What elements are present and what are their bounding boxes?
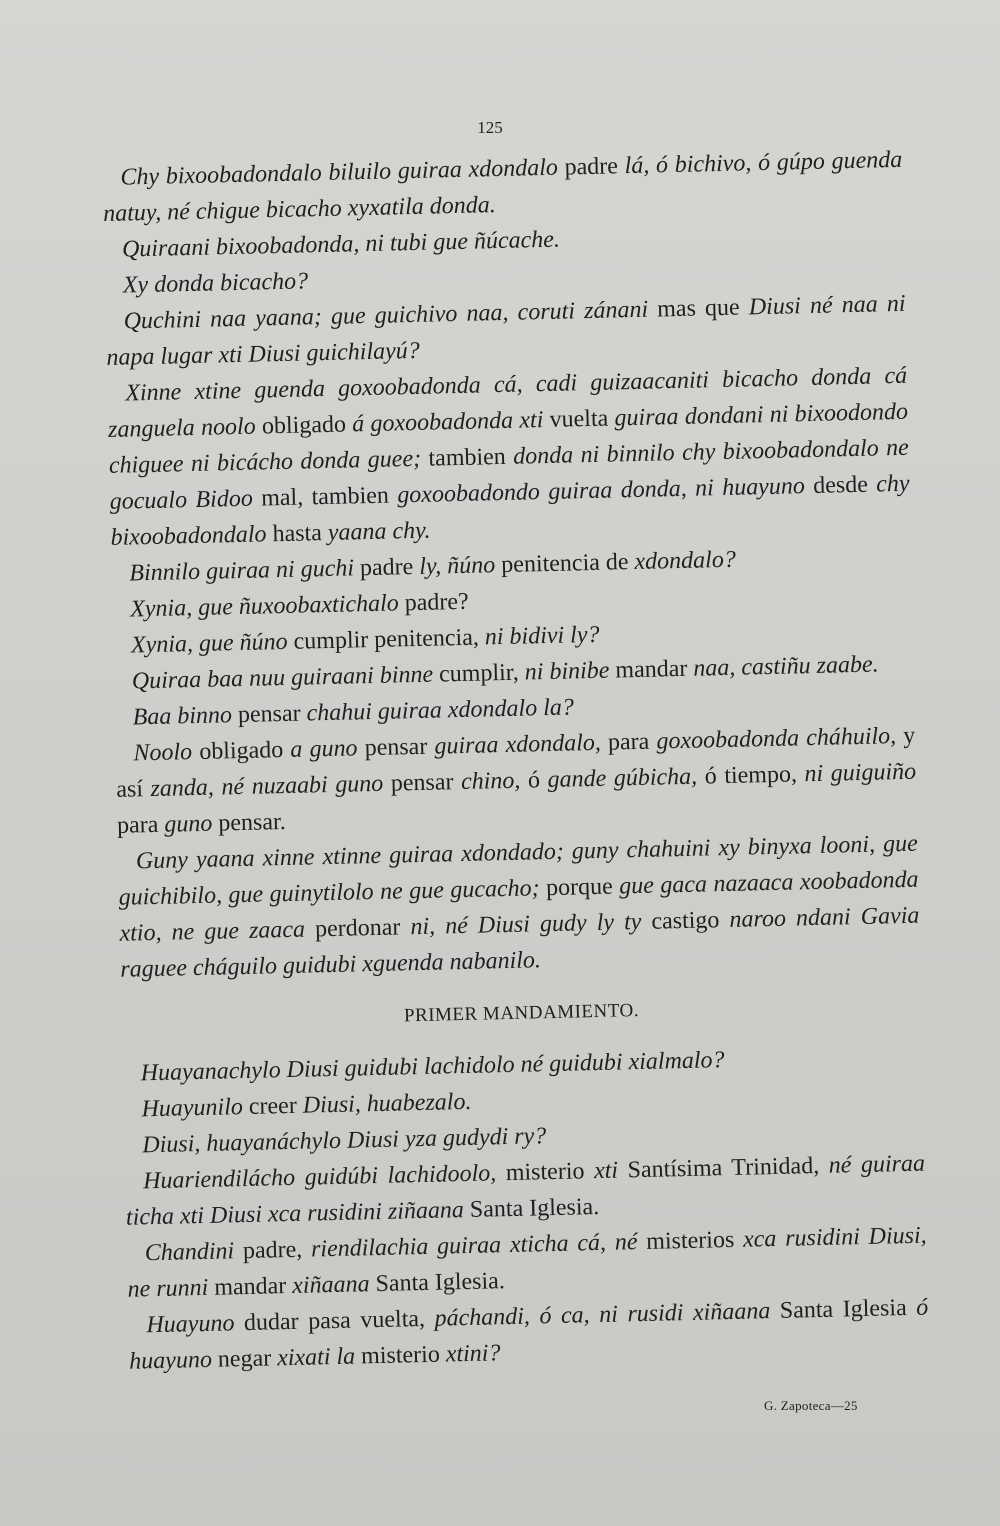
italic-text-run: á goxoobadonda xti [351,407,544,438]
roman-text-run: obligado [191,736,291,766]
roman-text-run: negar [211,1345,278,1373]
paragraph [115,718,917,844]
roman-text-run: padre [557,153,625,181]
roman-text-run: perdonar [304,914,411,943]
italic-text-run: páchandi, ó ca, ni rusidi xiñaana [434,1298,771,1332]
italic-text-run: Huayunilo [141,1094,244,1123]
italic-text-run: Huayuno [146,1310,235,1339]
italic-text-run: a guno [290,735,358,763]
roman-text-run: mas que [647,294,750,323]
italic-text-run: Noolo [133,739,193,767]
italic-text-run: ni binibe [524,657,610,686]
italic-text-run: xti [593,1157,619,1185]
italic-text-run: xdondalo? [634,546,737,576]
roman-text-run: cumplir, [432,659,526,688]
italic-text-run: Quiraani bixoobadonda, ni tubi gue ñúcache. [121,226,561,263]
italic-text-run: Diusi, huayanáchylo Diusi yza gudydi ry? [142,1123,547,1159]
italic-text-run: Binnilo guiraa ni guchi [129,555,355,587]
roman-text-run: vuelta [543,405,615,434]
paragraphs-before-heading [102,142,921,988]
roman-text-run: Santa Iglesia [769,1294,917,1325]
italic-text-run: guiraa xdondalo, [434,729,602,760]
italic-text-run: Xy donda bicacho? [122,268,309,299]
italic-text-run: guiraa dondani ni bixoodondo chiguee ni bicácho donda guee; [108,398,909,479]
roman-text-run: porque [539,873,620,902]
roman-text-run: pensar. [212,809,286,837]
roman-text-run: ó [520,767,548,794]
italic-text-run: Huariendilácho guidúbi lachidoolo, [142,1160,497,1195]
roman-text-run: castigo [641,906,730,935]
italic-text-run: guno [164,810,213,838]
italic-text-run: ó huayuno [128,1294,929,1375]
italic-text-run: Diusi, huabezalo. [302,1088,472,1119]
italic-text-run: Xynia, gue ñuxoobaxtichalo [129,590,400,623]
page-number: 125 [477,118,503,137]
italic-text-run: chino, [460,767,521,796]
roman-text-run: para [116,811,165,839]
italic-text-run: Chandini [144,1238,235,1267]
italic-text-run: Guny yaana xinne xtinne guiraa xdondado; guny chahuini xy binyxa looni, gue guichibilo, gue guinytilolo ne gue gucacho; [118,830,919,911]
roman-text-run: padre, [233,1236,312,1265]
italic-text-run: Baa binno [132,702,233,731]
italic-text-run: chahui guiraa xdondalo la? [306,694,575,727]
italic-text-run: Xinne xtine guenda goxoobadonda cá, cadi guizaacaniti bicacho donda cá zanguela noolo [107,362,908,443]
roman-text-run: y así [115,722,916,803]
roman-text-run: desde [804,471,877,500]
roman-text-run: misterio [495,1158,595,1187]
roman-text-run: misterio [354,1341,447,1370]
italic-text-run: lá, ó bichivo, ó gúpo guenda natuy, né chigue bicacho xyxatila donda. [102,146,903,227]
italic-text-run: Huayanachylo Diusi guidubi lachidolo né guidubi xialmalo? [140,1047,725,1087]
roman-text-run: mandar [207,1272,293,1301]
roman-text-run: padre [353,553,420,582]
roman-text-run: misterios [637,1226,744,1256]
roman-text-run: tambien [420,443,514,472]
roman-text-run: Santísima Trinidad, [617,1152,830,1184]
italic-text-run: xca rusidini Diusi, ne runni [127,1222,927,1303]
italic-text-run: chy bixoobadondalo [110,470,910,551]
italic-text-run: gande gúbicha, [547,763,698,794]
roman-text-run: Santa Iglesia. [463,1193,600,1224]
italic-text-run: gue gaca nazaaca xoobadonda xtio, ne gue zaaca [119,866,919,947]
italic-text-run: zanda, né nuzaabi guno [150,770,384,803]
italic-text-run: Xynia, gue ñúno [130,628,288,659]
paragraph [118,826,921,988]
roman-text-run: dudar pasa vuelta, [234,1305,435,1337]
roman-text-run: ó tiempo, [696,761,805,790]
roman-text-run: mal, tambien [252,482,398,512]
roman-text-run: Santa Iglesia. [369,1268,506,1298]
roman-text-run: pensar [382,769,462,797]
italic-text-run: goxoobadonda cháhuilo, [656,723,897,755]
roman-text-run: pensar [357,733,435,762]
italic-text-run: Diusi né naa ni napa lugar xti Diusi guichilayú? [106,290,906,371]
roman-text-run: mandar [609,655,694,684]
italic-text-run: naa, castiñu zaabe. [693,651,879,682]
italic-text-run: donda ni binnilo chy bixoobadondalo ne gocualo Bidoo [109,434,910,515]
roman-text-run: hasta [266,519,329,548]
roman-text-run: creer [242,1092,304,1121]
italic-text-run: goxoobadondo guiraa donda, ni huayuno [396,473,806,509]
italic-text-run: riendilachia guiraa xticha cá, né [310,1229,638,1263]
italic-text-run: né guiraa ticha xti Diusi xca rusidini ziñaana [125,1150,926,1231]
roman-text-run: para [600,728,657,756]
paragraph [107,358,911,556]
roman-text-run: penitencia de [494,549,635,579]
roman-text-run: obligado [255,411,353,440]
italic-text-run: xiñaana [291,1271,370,1299]
italic-text-run: ni guiguiño [804,758,917,788]
roman-text-run: cumplir penitencia, [287,624,486,655]
italic-text-run: Quchini naa yaana; gue guichivo naa, coruti zánani [123,296,649,335]
italic-text-run: Quiraa baa nuu guiraani binne [131,661,434,695]
paragraphs-after-heading [122,1038,929,1380]
italic-text-run: ly, ñúno [418,552,496,580]
italic-text-run: Chy bixoobadondalo biluilo guiraa xdondalo [120,154,559,191]
roman-text-run: padre? [398,588,469,617]
section-heading: PRIMER MANDAMIENTO. [403,1000,640,1027]
italic-text-run: xixati la [276,1343,356,1372]
italic-text-run: yaana chy. [327,517,431,546]
italic-text-run: xtini? [445,1340,501,1368]
roman-text-run: pensar [231,700,307,729]
body-text [102,142,929,1380]
italic-text-run: ni bidivi ly? [484,621,600,651]
printer-signature-mark: G. Zapoteca—25 [764,1398,858,1413]
italic-text-run: ni, né Diusi gudy ly ty [410,908,642,941]
italic-text-run: naroo ndani Gavia raguee cháguilo guidubi xguenda nabanilo. [120,902,920,983]
